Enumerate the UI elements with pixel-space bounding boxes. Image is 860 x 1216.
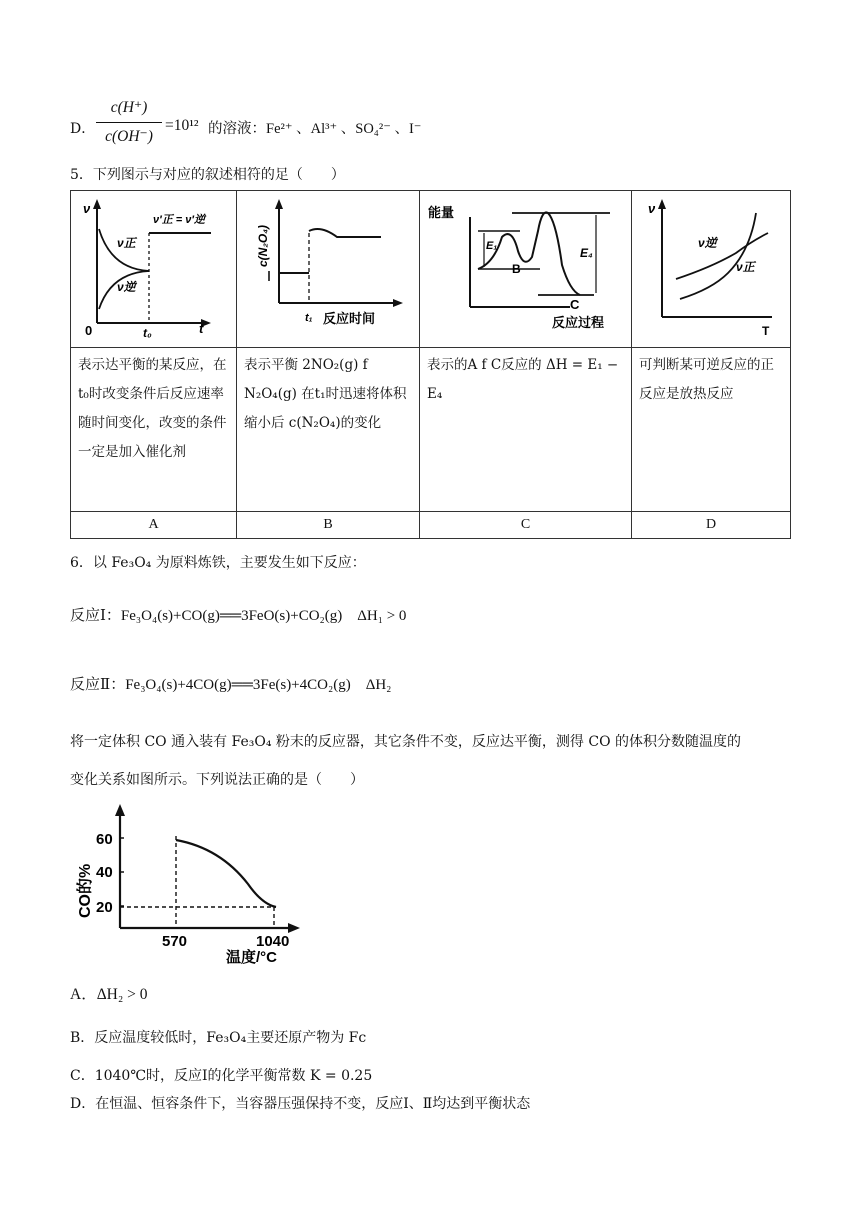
label-e1: E₁	[486, 240, 498, 252]
axis-x-label: 反应过程	[552, 315, 605, 330]
label-c: C	[570, 297, 580, 312]
fraction-bar	[96, 122, 162, 123]
option-a: A．ΔH₂ > 0	[70, 986, 148, 1003]
axis-y-label: c(N₂O₄)	[256, 224, 270, 267]
curve-v-forward	[680, 213, 756, 299]
ytick-60: 60	[96, 831, 113, 848]
label-b: B	[512, 262, 521, 276]
option-label: D．	[70, 121, 96, 137]
axis-x-label: T	[762, 324, 770, 338]
q6-paragraph-line1: 将一定体积 CO 通入装有 Fe₃O₄ 粉末的反应器，其它条件不变，反应达平衡，测得 CO 的体积分数随温度的	[70, 734, 742, 750]
reaction-1: 反应Ⅰ：Fe₃O₄(s)+CO(g)══3FeO(s)+CO₂(g) ΔH₁ > 0	[70, 608, 407, 624]
fraction-denominator: c(OH⁻)	[105, 128, 153, 145]
ytick-40: 40	[96, 864, 113, 881]
graph-a	[71, 191, 237, 346]
origin-label: 0	[85, 323, 93, 338]
t0-label: t₀	[143, 326, 152, 340]
axis-x-label: t	[199, 321, 204, 336]
xtick-1040: 1040	[256, 933, 290, 950]
axis-y-label: 能量	[428, 205, 455, 220]
label-v-forward: ν正	[736, 260, 755, 274]
desc-a: 表示达平衡的某反应，在t₀时改变条件后反应速率随时间变化，改变的条件一定是加入催化剂	[71, 348, 237, 512]
fraction-numerator: c(H⁺)	[110, 99, 148, 116]
ion-list: 的溶液：Fe²⁺ 、Al³⁺ 、SO₄²⁻ 、I⁻	[208, 121, 422, 137]
q5-stem: 5．下列图示与对应的叙述相符的足（ ）	[70, 167, 345, 183]
label-d: D	[632, 512, 791, 539]
label-a: A	[71, 512, 237, 539]
label-b: B	[237, 512, 420, 539]
energy-curve	[478, 212, 580, 295]
desc-d: 可判断某可逆反应的正反应是放热反应	[632, 348, 791, 512]
q5-table	[70, 190, 791, 539]
graph-cell-b	[237, 191, 420, 348]
axis-y-label: CO的%	[77, 863, 94, 918]
desc-b: 表示平衡 2NO₂(g) f N₂O₄(g) 在t₁时迅速将体积缩小后 c(N₂O₄)的变化	[237, 348, 420, 512]
graph-cell-c	[420, 191, 632, 348]
series-after	[309, 229, 381, 237]
co-fraction-graph	[70, 800, 310, 970]
fraction	[96, 96, 162, 149]
option-d: D．在恒温、恒容条件下，当容器压强保持不变，反应Ⅰ、Ⅱ均达到平衡状态	[70, 1096, 531, 1112]
label-v-forward: ν正	[117, 236, 136, 250]
option-c: C．1040℃时，反应Ⅰ的化学平衡常数 K = 0.25	[70, 1068, 373, 1084]
xtick-570: 570	[162, 933, 188, 950]
ytick-20: 20	[96, 899, 113, 916]
q6-paragraph-line2: 变化关系如图所示。下列说法正确的是（ ）	[70, 772, 364, 788]
desc-c: 表示的A f C反应的 ΔH = E₁ − E₄	[420, 348, 632, 512]
label-c: C	[420, 512, 632, 539]
label-v-reverse: ν逆	[698, 236, 717, 250]
co-fraction-curve	[176, 840, 276, 907]
label-v-reverse: ν逆	[117, 280, 136, 294]
exponent-expr: =10¹²	[165, 117, 199, 134]
axis-x-label: 温度/°C	[226, 949, 277, 966]
graph-d	[632, 191, 791, 346]
graph-cell-d	[632, 191, 791, 348]
label-e4: E₄	[580, 246, 593, 260]
label-v-prime: ν′正 = ν′逆	[153, 214, 206, 226]
q6-stem: 6．以 Fe₃O₄ 为原料炼铁，主要发生如下反应：	[70, 555, 366, 571]
axis-x-label: 反应时间	[323, 311, 376, 326]
reaction-2: 反应Ⅱ：Fe₃O₄(s)+4CO(g)══3Fe(s)+4CO₂(g) ΔH₂	[70, 677, 392, 693]
graph-cell-a	[71, 191, 237, 348]
t1-label: t₁	[305, 312, 313, 324]
axis-y-label: ν	[83, 201, 91, 216]
option-b: B．反应温度较低时，Fe₃O₄主要还原产物为 Fc	[70, 1030, 367, 1046]
graph-b	[237, 191, 420, 346]
axis-y-label: ν	[648, 201, 656, 216]
q4-option-d	[70, 96, 770, 158]
graph-c	[420, 191, 632, 346]
